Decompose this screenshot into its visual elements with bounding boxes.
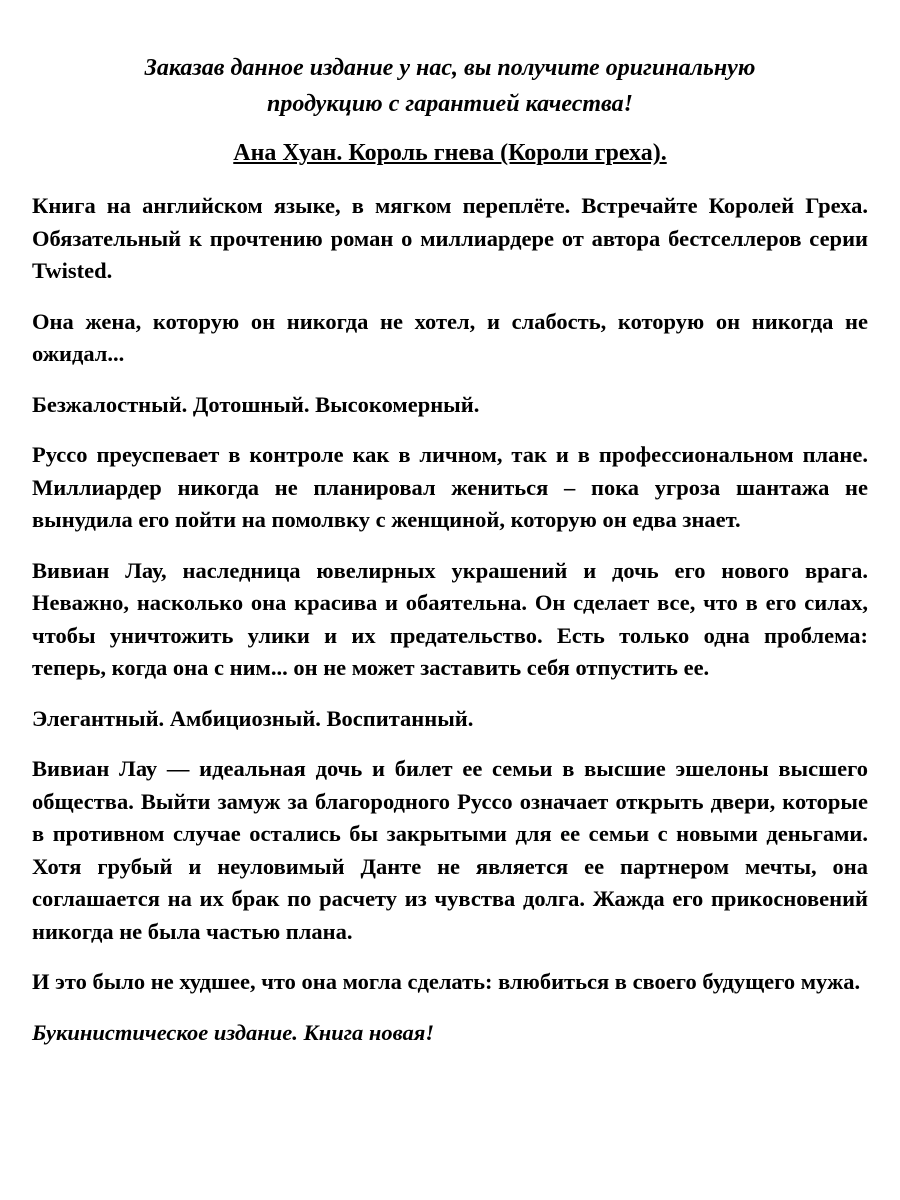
paragraph-tagline: Она жена, которую он никогда не хотел, и слабость, которую он никогда не ожидал... [32, 308, 868, 366]
paragraph-hero-story: Руссо преуспевает в контроле как в личном, так и в профессиональном плане. Миллиардер никогда не планировал жениться – пока угроза шантажа не вынудила его пойти на помолвку с женщиной, которую он едва знает. [32, 442, 868, 532]
paragraph-heroine-intro: Вивиан Лау, наследница ювелирных украшений и дочь его нового врага. Неважно, насколько она красива и обаятельна. Он сделает все, что в его силах, чтобы уничтожить улики и их предательство. Есть только одна проблема: теперь, когда она с ним... он не может заставить себя отпустить ее. [32, 557, 868, 680]
book-title: Ана Хуан. Король гнева (Короли греха). [233, 140, 667, 166]
quality-notice-line-2: продукцию с гарантией качества! [267, 91, 633, 117]
quality-notice-line-1: Заказав данное издание у нас, вы получите оригинальную [144, 55, 756, 81]
edition-note: Букинистическое издание. Книга новая! [32, 1019, 435, 1045]
quality-notice [32, 50, 868, 122]
paragraph-conclusion: И это было не худшее, что она могла сделать: влюбиться в своего будущего мужа. [32, 969, 861, 994]
paragraph-heroine-traits: Элегантный. Амбициозный. Воспитанный. [32, 705, 474, 731]
paragraph-hero-traits: Безжалостный. Дотошный. Высокомерный. [32, 391, 480, 417]
paragraph-heroine-story: Вивиан Лау — идеальная дочь и билет ее семьи в высшие эшелоны высшего общества. Выйти замуж за благородного Руссо означает открыть двери, которые в противном случае остались бы закрытыми для ее семьи с новыми деньгами. Хотя грубый и неуловимый Данте не является ее партнером мечты, она соглашается на их брак по расчету из чувства долга. Жажда его прикосновений никогда не была частью плана. [32, 756, 868, 944]
paragraph-intro: Книга на английском языке, в мягком переплёте. Встречайте Королей Греха. Обязательный к прочтению роман о миллиардере от автора бестселлеров серии Twisted. [32, 193, 868, 283]
